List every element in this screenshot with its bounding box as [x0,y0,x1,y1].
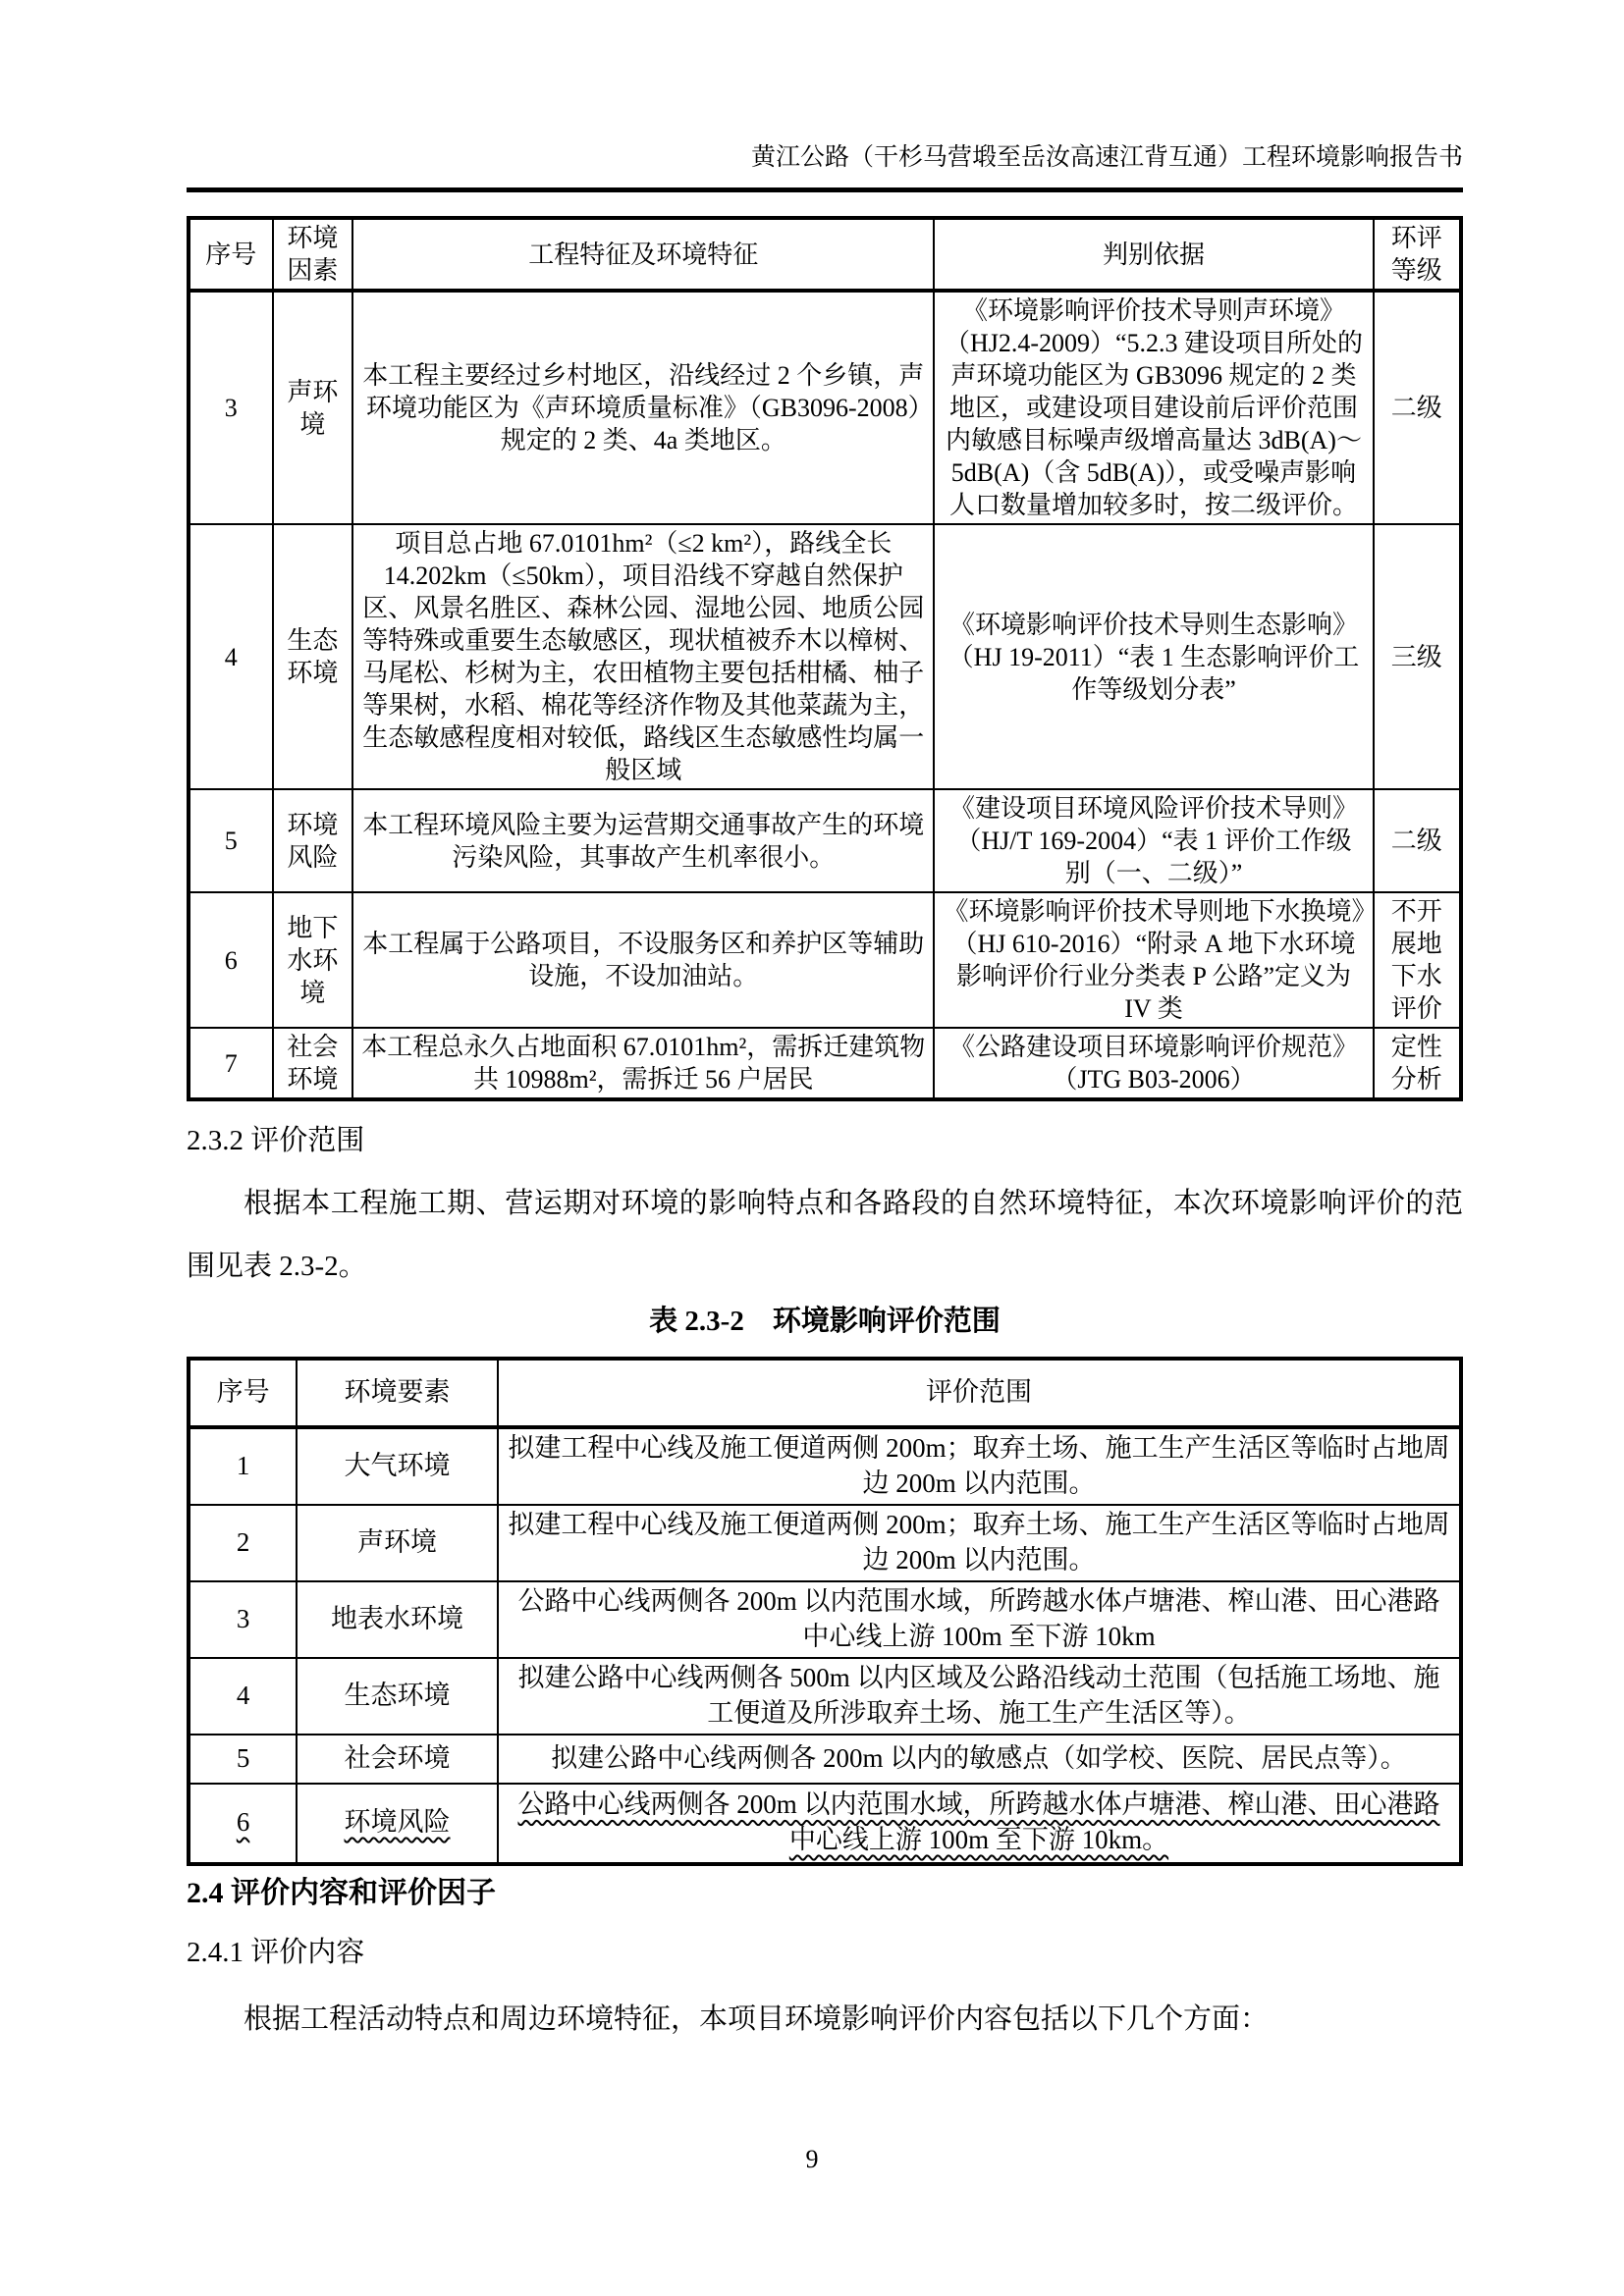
cell-factor: 社会环境 [273,1028,353,1099]
cell-no [189,1784,297,1864]
cell-no: 3 [189,291,273,524]
table-row [189,524,1461,789]
table-header-row [189,218,1461,291]
page-number: 9 [805,2145,819,2173]
cell-no: 7 [189,1028,273,1099]
cell-basis: 《环境影响评价技术导则声环境》（HJ2.4-2009）“5.2.3 建设项目所处的声环境功能区为 GB3096 规定的 2 类地区，或建设项目建设前后评价范围内敏感目标噪声级增高量达 3dB(A)～5dB(A)（含 5dB(A)），或受噪声影响人口数量增加较多时，按二级评价。 [934,291,1373,524]
col-header-factor: 环境因素 [273,218,353,291]
cell-element: 声环境 [297,1505,498,1581]
paragraph-scope-intro: 根据本工程施工期、营运期对环境的影响特点和各路段的自然环境特征，本次环境影响评价的范围见表 2.3-2。 [187,1188,1463,1283]
header-rule [187,187,1463,192]
table-row [189,1784,1461,1864]
cell-scope: 拟建公路中心线两侧各 200m 以内的敏感点（如学校、医院、居民点等）。 [498,1735,1461,1784]
table-row [189,789,1461,892]
cell-scope: 公路中心线两侧各 200m 以内范围水域，所跨越水体卢塘港、榨山港、田心港路中心线上游 100m 至下游 10km [498,1581,1461,1658]
cell-basis: 《环境影响评价技术导则地下水换境》（HJ 610-2016）“附录 A 地下水环境影响评价行业分类表 P 公路”定义为 IV 类 [934,892,1373,1028]
document-header [187,142,1463,174]
cell-scope-text: 公路中心线两侧各 200m 以内范围水域，所跨越水体卢塘港、榨山港、田心港路中心线上游 100m 至下游 10km。 [517,1789,1440,1855]
cell-no: 1 [189,1427,297,1505]
cell-basis: 《环境影响评价技术导则生态影响》（HJ 19-2011）“表 1 生态影响评价工作等级划分表” [934,524,1373,789]
table-row [189,1505,1461,1581]
table-2-3-2-title: 表 2.3-2 环境影响评价范围 [649,1306,1001,1338]
cell-no: 2 [189,1505,297,1581]
cell-no: 4 [189,524,273,789]
cell-feature: 本工程主要经过乡村地区，沿线经过 2 个乡镇，声环境功能区为《声环境质量标准》（GB3096-2008）规定的 2 类、4a 类地区。 [352,291,934,524]
cell-element: 社会环境 [297,1735,498,1784]
table-row [189,1735,1461,1784]
cell-element: 大气环境 [297,1427,498,1505]
table-row [189,892,1461,1028]
cell-feature: 项目总占地 67.0101hm²（≤2 km²），路线全长 14.202km（≤50km），项目沿线不穿越自然保护区、风景名胜区、森林公园、湿地公园、地质公园等特殊或重要生态敏感区，现状植被乔木以樟树、马尾松、杉树为主，农田植物主要包括柑橘、柚子等果树，水稻、棉花等经济作物及其他菜蔬为主，生态敏感程度相对较低，路线区生态敏感性均属一般区域 [352,524,934,789]
cell-grade: 二级 [1374,291,1461,524]
col-header-grade: 环评等级 [1374,218,1461,291]
cell-factor: 生态环境 [273,524,353,789]
table-row [189,291,1461,524]
cell-feature: 本工程环境风险主要为运营期交通事故产生的环境污染风险，其事故产生机率很小。 [352,789,934,892]
cell-no: 6 [189,892,273,1028]
cell-grade: 不开展地下水评价 [1374,892,1461,1028]
cell-feature: 本工程属于公路项目，不设服务区和养护区等辅助设施，不设加油站。 [352,892,934,1028]
col-header-scope: 评价范围 [498,1359,1461,1427]
cell-no-text: 6 [236,1807,250,1838]
cell-element: 生态环境 [297,1658,498,1735]
cell-grade: 定性分析 [1374,1028,1461,1099]
cell-feature: 本工程总永久占地面积 67.0101hm²，需拆迁建筑物共 10988m²，需拆迁 56 户居民 [352,1028,934,1099]
cell-basis: 《公路建设项目环境影响评价规范》（JTG B03-2006） [934,1028,1373,1099]
cell-no: 5 [189,789,273,892]
table-row [189,1028,1461,1099]
assessment-scope-table [187,1357,1463,1865]
table-row [189,1427,1461,1505]
cell-element [297,1784,498,1864]
cell-no: 3 [189,1581,297,1658]
col-header-basis: 判别依据 [934,218,1373,291]
section-heading-2-4-1: 2.4.1 评价内容 [187,1936,365,1968]
paragraph-content-intro: 根据工程活动特点和周边环境特征，本项目环境影响评价内容包括以下几个方面： [244,2002,1270,2035]
table-row [189,1581,1461,1658]
col-header-no: 序号 [189,218,273,291]
report-title: 黄江公路（干杉马营塅至岳汝高速江背互通）工程环境影响报告书 [750,144,1463,171]
table-header-row [189,1359,1461,1427]
cell-scope: 拟建公路中心线两侧各 500m 以内区域及公路沿线动土范围（包括施工场地、施工便道及所涉取弃土场、施工生产生活区等）。 [498,1658,1461,1735]
col-header-element: 环境要素 [297,1359,498,1427]
cell-grade: 二级 [1374,789,1461,892]
col-header-feature: 工程特征及环境特征 [352,218,934,291]
cell-scope [498,1784,1461,1864]
cell-factor: 地下水环境 [273,892,353,1028]
section-heading-2-4: 2.4 评价内容和评价因子 [187,1876,496,1909]
cell-scope: 拟建工程中心线及施工便道两侧 200m；取弃土场、施工生产生活区等临时占地周边 200m 以内范围。 [498,1427,1461,1505]
screening-grade-table [187,216,1463,1101]
cell-factor: 环境风险 [273,789,353,892]
cell-element: 地表水环境 [297,1581,498,1658]
section-heading-2-3-2: 2.3.2 评价范围 [187,1125,365,1157]
cell-grade: 三级 [1374,524,1461,789]
cell-basis: 《建设项目环境风险评价技术导则》（HJ/T 169-2004）“表 1 评价工作级别（一、二级）” [934,789,1373,892]
cell-scope: 拟建工程中心线及施工便道两侧 200m；取弃土场、施工生产生活区等临时占地周边 200m 以内范围。 [498,1505,1461,1581]
cell-no: 5 [189,1735,297,1784]
col-header-no: 序号 [189,1359,297,1427]
cell-factor: 声环境 [273,291,353,524]
cell-no: 4 [189,1658,297,1735]
table-row [189,1658,1461,1735]
cell-element-text: 环境风险 [344,1807,451,1838]
